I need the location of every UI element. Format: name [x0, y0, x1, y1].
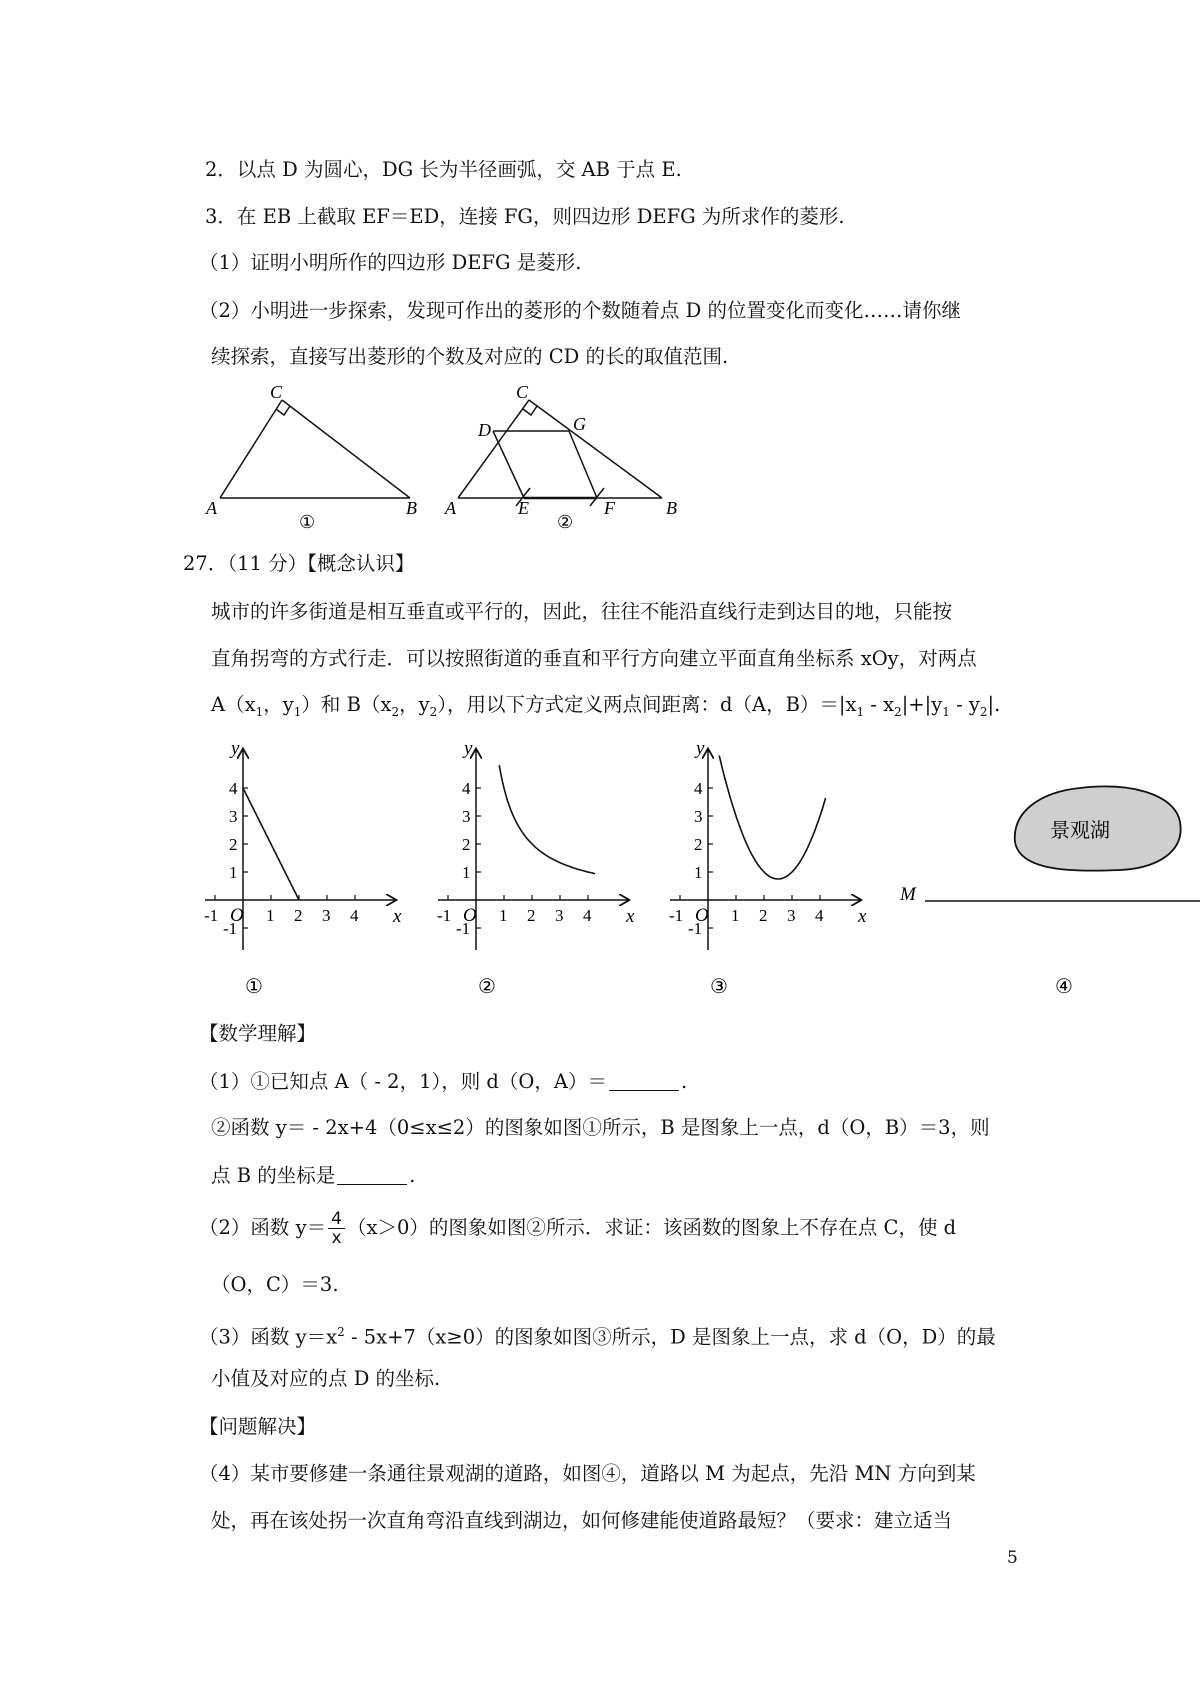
point-G: G: [573, 414, 586, 434]
q27-intro-3: [211, 691, 1000, 726]
graph-1: [204, 738, 402, 998]
q27-p4-b: 处，再在该处拐一次直角弯沿直线到湖边，如何修建能使道路最短？（要求：建立适当: [211, 1509, 953, 1532]
intro3-g: |+|y: [901, 693, 943, 716]
sub-y1: 1: [293, 704, 302, 719]
graphs-row: [200, 732, 1200, 1002]
graph-2: [437, 738, 635, 998]
sub-x1: 1: [255, 704, 264, 719]
q27-p1: [199, 1068, 687, 1096]
intro3-b: ，y: [263, 693, 294, 716]
y-tick-label: 1: [694, 863, 703, 882]
y-tick-label: 1: [462, 863, 471, 882]
q27-p1-c: ②函数 y＝ - 2x+4（0≤x≤2）的图象如图①所示，B 是图象上一点，d（O，B）＝3，则: [211, 1116, 990, 1139]
y-tick-label: 2: [462, 835, 471, 854]
point-F: F: [604, 498, 615, 518]
function-curve: [243, 788, 299, 900]
x-tick-label: 3: [322, 906, 331, 925]
y-tick-label: 4: [229, 779, 238, 798]
graph-label: ③: [710, 976, 728, 998]
point-B-1: B: [406, 498, 417, 518]
sub-x2b: 2: [894, 704, 902, 719]
p1-d: 点 B 的坐标是: [211, 1164, 336, 1187]
y-tick-label: 3: [462, 807, 471, 826]
q27-p3: [199, 1318, 996, 1352]
lake-label: 景观湖: [1050, 820, 1110, 842]
x-axis-label: x: [858, 906, 867, 927]
y-tick-label: 2: [694, 835, 703, 854]
fraction-numerator: 4: [328, 1210, 345, 1229]
sub-y2b: 2: [979, 704, 988, 719]
y-tick-label: -1: [688, 919, 703, 938]
graph-label-4: ④: [1055, 976, 1073, 998]
origin-label: O: [463, 905, 477, 926]
y-tick-label: 1: [229, 863, 238, 882]
y-tick-label: 2: [229, 835, 238, 854]
function-curve: [719, 756, 825, 880]
p1-a: （1）①已知点 A（ - 2，1），则 d（O，A）＝: [199, 1070, 607, 1093]
graph-3: [669, 738, 867, 998]
triangle-1: [220, 400, 410, 498]
page-number: 5: [1007, 1548, 1018, 1568]
x-axis-label: x: [393, 906, 402, 927]
intro3-e: ），用以下方式定义两点间距离：d（A，B）＝|x: [437, 693, 857, 716]
x-tick-label: 2: [527, 906, 536, 925]
y-axis-label: y: [231, 738, 240, 759]
graph-4: [899, 786, 1200, 998]
y-axis-label: y: [464, 738, 473, 759]
p1-b: .: [681, 1070, 688, 1093]
step-3: 3．在 EB 上截取 EF＝ED，连接 FG，则四边形 DEFG 为所求作的菱形.: [205, 205, 845, 228]
x-tick-label: 3: [555, 906, 564, 925]
point-E: E: [518, 498, 529, 518]
p3-sup: 2: [337, 1325, 345, 1339]
graph-label: ②: [478, 976, 496, 998]
p2-a: （2）函数 y＝: [199, 1216, 327, 1239]
sub-x2: 2: [391, 704, 400, 719]
x-tick-label: 4: [815, 906, 824, 925]
point-M: M: [900, 884, 916, 905]
x-tick-label: 4: [350, 906, 359, 925]
q27-p2: [199, 1210, 956, 1247]
fraction-4-over-x: [328, 1210, 345, 1247]
origin-label: O: [695, 905, 709, 926]
y-tick-label: 3: [694, 807, 703, 826]
point-D: D: [478, 420, 491, 440]
x-tick-label: 1: [499, 906, 508, 925]
step-2: 2．以点 D 为圆心，DG 长为半径画弧，交 AB 于点 E.: [205, 158, 682, 181]
x-tick-label: 1: [266, 906, 275, 925]
q26-part1: （1）证明小明所作的四边形 DEFG 是菱形.: [199, 251, 582, 274]
point-C-1: C: [270, 382, 283, 402]
y-tick-label: -1: [223, 919, 238, 938]
point-C-2: C: [516, 382, 529, 402]
x-axis-label: x: [626, 906, 635, 927]
x-tick-label: 1: [731, 906, 740, 925]
y-tick-label: -1: [456, 919, 471, 938]
sub-x1b: 1: [856, 704, 865, 719]
p1-e: .: [409, 1164, 416, 1187]
x-tick-label: -1: [669, 906, 684, 925]
point-A-2: A: [445, 498, 456, 518]
fraction-denominator: x: [331, 1228, 342, 1248]
intro3-d: ，y: [399, 693, 430, 716]
q27-p4-a: （4）某市要修建一条通往景观湖的道路，如图④，道路以 M 为起点，先沿 MN 方向到某: [199, 1462, 976, 1485]
intro3-h: - y: [949, 693, 980, 716]
sub-y1b: 1: [942, 704, 950, 719]
intro3-f: - x: [864, 693, 895, 716]
answer-blank-1[interactable]: [609, 1070, 679, 1091]
graph-label: ①: [245, 976, 263, 998]
y-tick-label: 4: [462, 779, 471, 798]
y-axis-label: y: [696, 738, 705, 759]
graphs-container: [204, 738, 867, 998]
q27-p3-c: 小值及对应的点 D 的坐标.: [211, 1367, 441, 1390]
origin-label: O: [230, 905, 244, 926]
section-problem: 【问题解决】: [199, 1415, 317, 1438]
point-A-1: A: [206, 498, 217, 518]
y-tick-label: 3: [229, 807, 238, 826]
sub-y2: 2: [429, 704, 438, 719]
q27-intro-1: 城市的许多街道是相互垂直或平行的，因此，往往不能沿直线行走到达目的地，只能按: [211, 600, 953, 623]
intro3-i: |.: [987, 693, 1001, 716]
x-tick-label: 2: [294, 906, 303, 925]
fig26-label-1: ①: [299, 512, 316, 532]
intro3-a: A（x: [211, 693, 256, 716]
y-tick-label: 4: [694, 779, 703, 798]
figure-26: [200, 378, 700, 538]
q26-part2-line2: 续探索，直接写出菱形的个数及对应的 CD 的长的取值范围.: [211, 345, 729, 368]
intro3-c: ）和 B（x: [301, 693, 392, 716]
x-tick-label: 2: [759, 906, 768, 925]
q27-p1-d: [211, 1162, 415, 1190]
q27-intro-2: 直角拐弯的方式行走．可以按照街道的垂直和平行方向建立平面直角坐标系 xOy，对两点: [211, 647, 977, 670]
p3-b: - 5x+7（x≥0）的图象如图③所示，D 是图象上一点，求 d（O，D）的最: [344, 1325, 996, 1349]
x-tick-label: -1: [437, 906, 452, 925]
section-math: 【数学理解】: [199, 1022, 317, 1045]
x-tick-label: -1: [204, 906, 219, 925]
q27-header: 27．（11 分）【概念认识】: [183, 552, 415, 575]
x-tick-label: 3: [787, 906, 796, 925]
fig26-label-2: ②: [557, 512, 574, 532]
answer-blank-2[interactable]: [337, 1164, 407, 1185]
x-tick-label: 4: [583, 906, 592, 925]
q27-p2-c: （O，C）＝3.: [211, 1273, 339, 1296]
point-B-2: B: [666, 498, 677, 518]
p2-b: （x＞0）的图象如图②所示．求证：该函数的图象上不存在点 C，使 d: [346, 1216, 957, 1239]
p3-a: （3）函数 y＝x: [199, 1325, 338, 1349]
function-curve: [499, 765, 595, 874]
q26-part2-line1: （2）小明进一步探索，发现可作出的菱形的个数随着点 D 的位置变化而变化……请你继: [199, 299, 961, 322]
triangle-2: [458, 400, 662, 506]
